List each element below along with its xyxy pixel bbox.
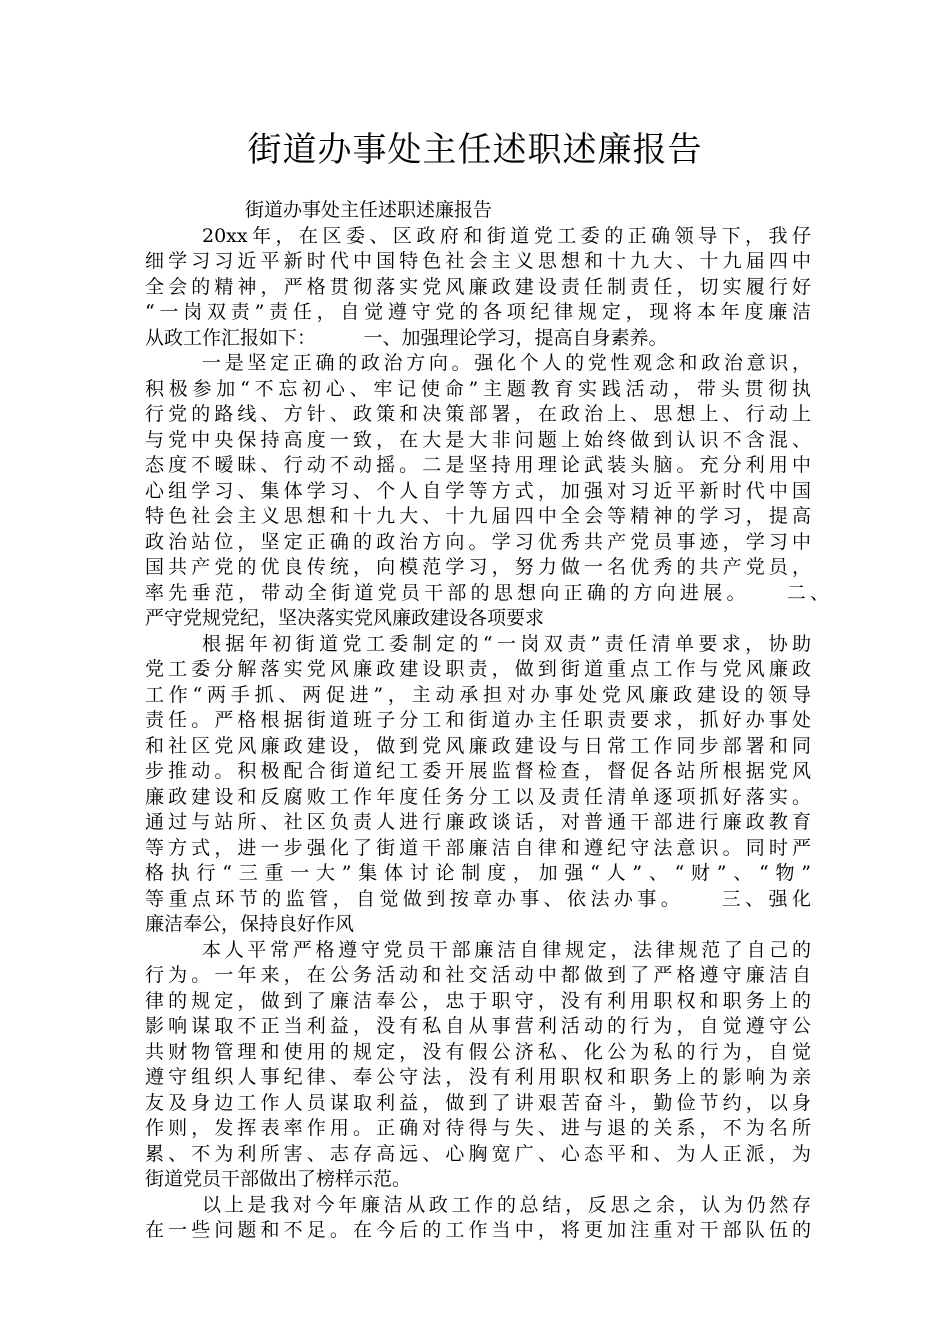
- paragraph-line: 以上是我对今年廉洁从政工作的总结，反思之余，认为仍然存: [202, 1193, 811, 1216]
- paragraph-line: 作则，发挥表率作用。正确对待得与失、进与退的关系，不为名所: [145, 1117, 811, 1139]
- paragraph-line: 等方式，进一步强化了街道干部廉洁自律和遵纪守法意识。同时严: [145, 836, 811, 859]
- paragraph-line: 政治站位，坚定正确的政治方向。学习优秀共产党员事迹，学习中: [145, 530, 811, 553]
- paragraph-line: 共财物管理和使用的规定，没有假公济私、化公为私的行为，自觉: [145, 1040, 811, 1063]
- paragraph-line: 与党中央保持高度一致，在大是大非问题上始终做到认识不含混、: [145, 428, 811, 451]
- paragraph-line: 细学习习近平新时代中国特色社会主义思想和十九大、十九届四中: [145, 250, 811, 272]
- paragraph-line: 20xx年，在区委、区政府和街道党工委的正确领导下，我仔: [202, 224, 811, 247]
- paragraph-line: 工作“两手抓、两促进”，主动承担对办事处党风廉政建设的领导: [145, 683, 811, 706]
- paragraph-line: 根据年初街道党工委制定的“一岗双责”责任清单要求，协助: [202, 632, 811, 655]
- subtitle-line: 街道办事处主任述职述廉报告: [245, 199, 493, 221]
- paragraph-line: 行为。一年来，在公务活动和社交活动中都做到了严格遵守廉洁自: [145, 964, 811, 986]
- paragraph-line: 步推动。积极配合街道纪工委开展监督检查，督促各站所根据党风: [145, 760, 811, 782]
- paragraph-line: 率先垂范，带动全街道党员干部的思想向正确的方向进展。 二、: [145, 581, 829, 604]
- paragraph-line: 心组学习、集体学习、个人自学等方式，加强对习近平新时代中国: [145, 479, 811, 502]
- paragraph-line: 廉洁奉公，保持良好作风: [145, 913, 355, 935]
- paragraph-line: 责任。严格根据街道班子分工和街道办主任职责要求，抓好办事处: [145, 709, 811, 731]
- paragraph-line: 格执行“三重一大”集体讨论制度，加强“人”、“财”、“物”: [145, 862, 811, 884]
- paragraph-line: “一岗双责”责任，自觉遵守党的各项纪律规定，现将本年度廉洁: [145, 301, 811, 323]
- paragraph-line: 在一些问题和不足。在今后的工作当中，将更加注重对干部队伍的: [145, 1219, 811, 1241]
- paragraph-line: 全会的精神，严格贯彻落实党风廉政建设责任制责任，切实履行好: [145, 275, 811, 298]
- paragraph-line: 律的规定，做到了廉洁奉公，忠于职守，没有利用职权和职务上的: [145, 989, 811, 1012]
- paragraph-line: 街道党员干部做出了榜样示范。: [145, 1168, 412, 1190]
- document-body: [145, 198, 829, 1244]
- paragraph-line: 严守党规党纪，坚决落实党风廉政建设各项要求: [145, 607, 545, 629]
- paragraph-line: 一是坚定正确的政治方向。强化个人的党性观念和政治意识，: [202, 352, 811, 374]
- paragraph-line: 态度不暧昧、行动不动摇。二是坚持用理论武装头脑。充分利用中: [145, 454, 811, 476]
- paragraph-line: 党工委分解落实党风廉政建设职责，做到街道重点工作与党风廉政: [145, 658, 811, 680]
- paragraph-line: 通过与站所、社区负责人进行廉政谈话，对普通干部进行廉政教育: [145, 811, 811, 833]
- paragraph-line: 行党的路线、方针、政策和决策部署，在政治上、思想上、行动上: [145, 403, 811, 425]
- document-title: 街道办事处主任述职述廉报告: [247, 130, 703, 170]
- paragraph-line: 廉政建设和反腐败工作年度任务分工以及责任清单逐项抓好落实。: [145, 785, 811, 808]
- paragraph-line: 遵守组织人事纪律、奉公守法，没有利用职权和职务上的影响为亲: [145, 1066, 811, 1088]
- paragraph-line: 积极参加“不忘初心、牢记使命”主题教育实践活动，带头贯彻执: [145, 377, 811, 400]
- paragraph-line: 从政工作汇报如下： 一、加强理论学习，提高自身素养。: [145, 326, 668, 349]
- paragraph-line: 累、不为利所害、志存高远、心胸宽广、心态平和、为人正派，为: [145, 1142, 811, 1165]
- paragraph-line: 本人平常严格遵守党员干部廉洁自律规定，法律规范了自己的: [202, 938, 811, 961]
- paragraph-line: 国共产党的优良传统，向模范学习，努力做一名优秀的共产党员，: [145, 556, 811, 578]
- paragraph-line: 影响谋取不正当利益，没有私自从事营利活动的行为，自觉遵守公: [145, 1015, 811, 1037]
- paragraph-line: 特色社会主义思想和十九大、十九届四中全会等精神的学习，提高: [145, 505, 811, 527]
- paragraph-line: 友及身边工作人员谋取利益，做到了讲艰苦奋斗，勤俭节约，以身: [145, 1091, 811, 1114]
- paragraph-line: 等重点环节的监管，自觉做到按章办事、依法办事。 三、强化: [145, 887, 811, 910]
- paragraph-line: 和社区党风廉政建设，做到党风廉政建设与日常工作同步部署和同: [145, 734, 811, 757]
